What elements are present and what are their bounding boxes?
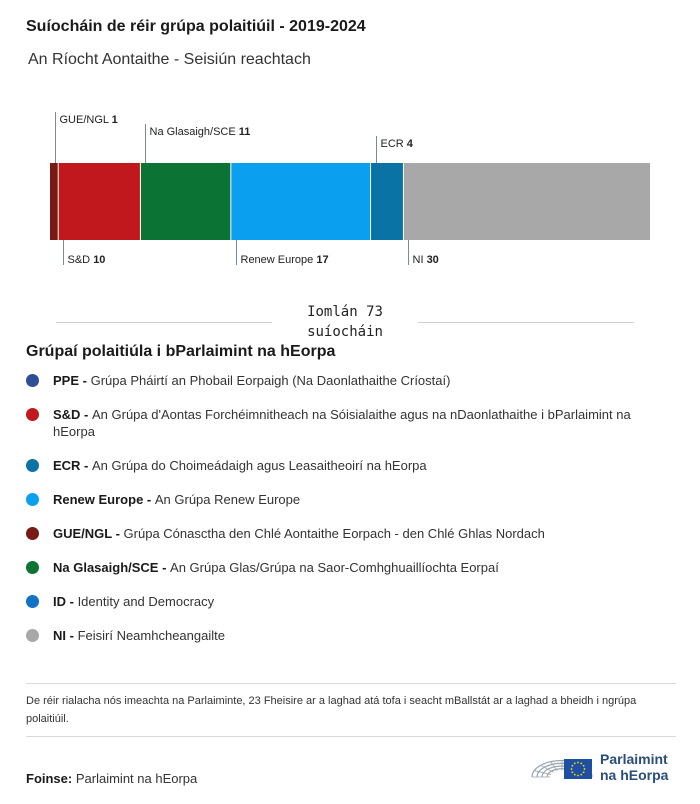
legend-abbr: Renew Europe - xyxy=(53,492,155,507)
eu-star xyxy=(574,774,576,776)
legend-abbr: S&D - xyxy=(53,407,92,422)
eu-star xyxy=(574,762,576,764)
legend-item-gue-ngl xyxy=(26,525,676,542)
legend-dot-icon xyxy=(26,629,39,642)
legend-abbr: ID - xyxy=(53,594,78,609)
legend-item-ecr xyxy=(26,457,676,474)
legend-abbr: GUE/NGL - xyxy=(53,526,124,541)
bar-value-ni: 30 xyxy=(426,254,439,266)
legend-text: An Grúpa d'Aontas Forchéimnitheach na Sóisialaithe agus na nDaonlathaithe i bParlaimint na hEorpa xyxy=(53,407,631,439)
eu-star xyxy=(571,771,573,773)
eu-star xyxy=(571,765,573,767)
legend-item-na-glasaigh-sce xyxy=(26,559,676,576)
legend-item-s-d xyxy=(26,406,676,440)
legend-dot-icon xyxy=(26,595,39,608)
legend-text: An Grúpa Glas/Grúpa na Saor-Comhghuaillíochta Eorpaí xyxy=(170,560,499,575)
legend-dot-icon xyxy=(26,561,39,574)
legend-title: Grúpaí polaitiúla i bParlaimint na hEorpa xyxy=(26,343,336,360)
legend-dot-icon xyxy=(26,493,39,506)
legend-dot-icon xyxy=(26,527,39,540)
total-divider-right xyxy=(418,322,634,323)
eu-star xyxy=(580,762,582,764)
bar-label-na-glasaigh-sce xyxy=(150,126,251,138)
chart-subtitle: An Ríocht Aontaithe - Seisiún reachtach xyxy=(28,51,311,68)
legend-text: An Grúpa do Choimeádaigh agus Leasaitheoirí na hEorpa xyxy=(92,458,427,473)
legend-item-ppe xyxy=(26,372,676,389)
eu-star xyxy=(571,768,573,770)
bar-ni xyxy=(403,163,650,240)
eu-star xyxy=(583,771,585,773)
bar-value-renew-europe: 17 xyxy=(316,254,329,266)
bar-value-na-glasaigh-sce: 11 xyxy=(238,126,251,138)
bar-label-ecr xyxy=(381,138,414,150)
legend-dot-icon xyxy=(26,459,39,472)
bar-label-name-renew-europe: Renew Europe xyxy=(240,254,317,266)
legend-text: An Grúpa Renew Europe xyxy=(154,492,301,507)
legend-abbr: Na Glasaigh/SCE - xyxy=(53,560,171,575)
eu-star xyxy=(583,765,585,767)
bar-ecr xyxy=(371,163,404,240)
bar-na-glasaigh-sce xyxy=(140,163,230,240)
bar-label-name-ecr: ECR xyxy=(380,138,407,150)
source-line xyxy=(26,771,197,786)
total-seats-line2: suíocháin xyxy=(307,324,383,340)
bar-label-s-d xyxy=(68,254,106,266)
eu-star xyxy=(577,762,579,764)
legend-item-id xyxy=(26,593,676,610)
chart-title: Suíocháin de réir grúpa polaitiúil - 2019-2024 xyxy=(26,18,366,35)
total-seats-line1: Iomlán 73 xyxy=(307,304,383,320)
legend-text: Feisirí Neamhcheangailte xyxy=(77,628,225,643)
bar-label-name-na-glasaigh-sce: Na Glasaigh/SCE xyxy=(149,126,239,138)
footnote: De réir rialacha nós imeachta na Parlaiminte, 23 Fheisire ar a laghad atá tofa i seacht mBallstát ar a laghad a bheidh i ngrúpa polaitiúil. xyxy=(26,695,637,725)
legend-item-ni xyxy=(26,627,676,644)
logo-line1: Parlaimint xyxy=(600,751,668,767)
bar-label-name-gue-ngl: GUE/NGL xyxy=(59,114,112,126)
legend-text: Grúpa Cónasctha den Chlé Aontaithe Eorpach - den Chlé Ghlas Nordach xyxy=(123,526,545,541)
legend-dot-icon xyxy=(26,374,39,387)
legend-item-renew-europe xyxy=(26,491,676,508)
logo-line2: na hEorpa xyxy=(600,767,669,783)
stacked-bar-chart xyxy=(0,110,700,290)
legend-abbr: NI - xyxy=(53,628,78,643)
legend-abbr: PPE - xyxy=(53,373,91,388)
total-seats-label xyxy=(272,302,418,342)
total-divider-left xyxy=(56,322,272,323)
footnote-divider xyxy=(26,683,676,684)
legend-dot-icon xyxy=(26,408,39,421)
logo-text xyxy=(600,751,668,783)
bar-label-ni xyxy=(413,254,439,266)
eu-star xyxy=(577,775,579,777)
legend-abbr: ECR - xyxy=(53,458,92,473)
bar-gue-ngl xyxy=(50,163,58,240)
source-label: Foinse: xyxy=(26,771,73,786)
legend-text: Grúpa Pháirtí an Phobail Eorpaigh (Na Daonlathaithe Críostaí) xyxy=(90,373,451,388)
bar-value-ecr: 4 xyxy=(406,138,413,150)
source-text: Parlaimint na hEorpa xyxy=(75,771,198,786)
eu-star xyxy=(584,768,586,770)
bar-value-gue-ngl: 1 xyxy=(111,114,118,126)
legend-text: Identity and Democracy xyxy=(77,594,215,609)
bar-label-name-ni: NI xyxy=(412,254,427,266)
source-divider xyxy=(26,736,676,737)
bar-renew-europe xyxy=(231,163,371,240)
bar-label-name-s-d: S&D xyxy=(67,254,94,266)
legend xyxy=(26,372,676,661)
bar-value-s-d: 10 xyxy=(93,254,106,266)
bar-label-gue-ngl xyxy=(60,114,118,126)
bar-label-renew-europe xyxy=(241,254,329,266)
bar-s-d xyxy=(58,163,140,240)
eu-star xyxy=(580,774,582,776)
